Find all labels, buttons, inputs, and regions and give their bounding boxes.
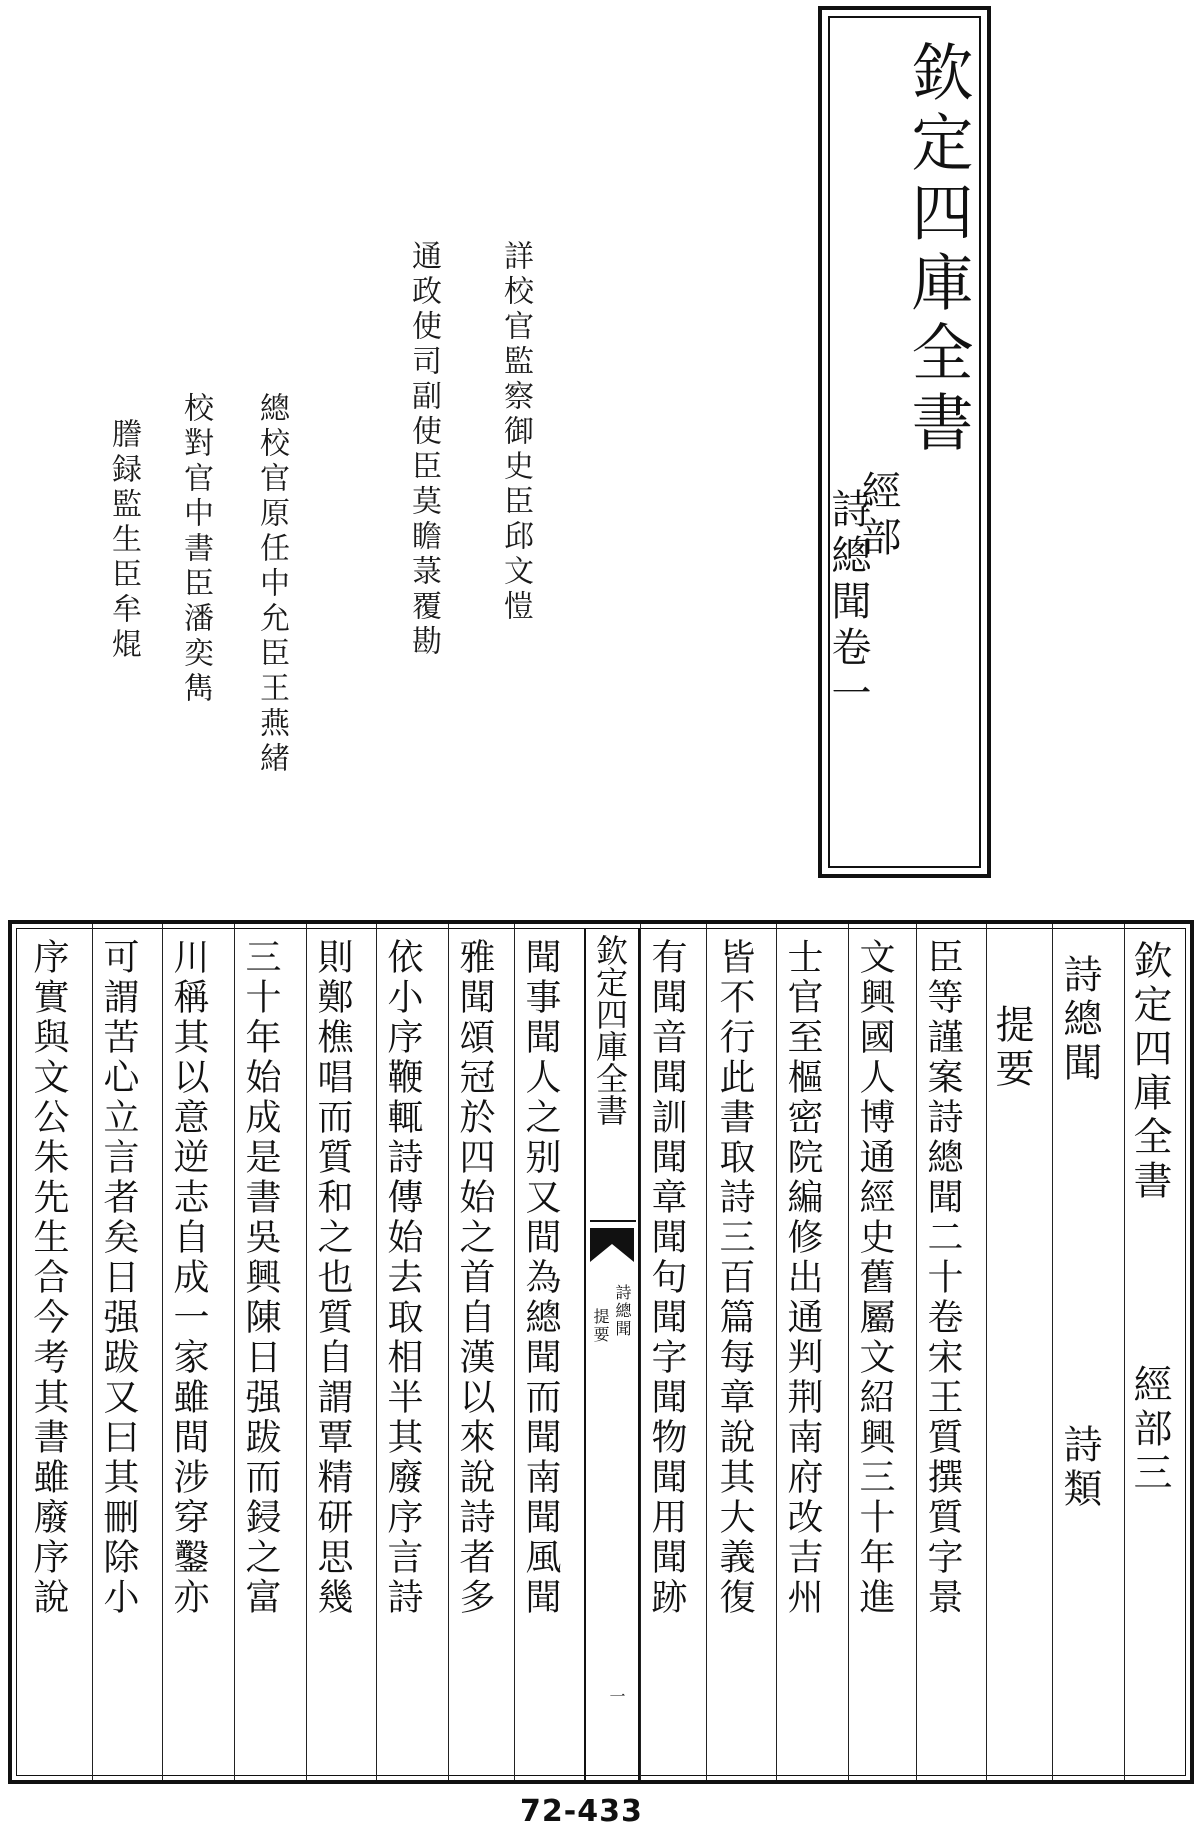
fish-tail-mark xyxy=(590,1228,634,1268)
main-title: 欽定四庫全書 xyxy=(901,40,974,460)
center-section-label: 提要 xyxy=(591,1308,610,1344)
tiyao-label: 提要 xyxy=(989,1004,1034,1092)
text-column: 雅聞頌冠於四始之首自漢以來說詩者多 xyxy=(454,938,495,1618)
fold-center-block xyxy=(584,928,640,1780)
section-label: 經部三 xyxy=(1127,1364,1172,1496)
volume-label: 詩總聞卷一 xyxy=(825,488,871,718)
page-number-footer: 72-433 xyxy=(520,1794,643,1829)
text-column: 序實與文公朱先生合今考其書雖廢序說 xyxy=(28,938,69,1618)
credit-line: 謄録監生臣牟焜 xyxy=(106,418,141,663)
center-title: 欽定四庫全書 xyxy=(591,934,629,1126)
text-column: 川稱其以意逆志自成一家雖間涉穿鑿亦 xyxy=(168,938,209,1618)
text-column: 有聞音聞訓聞章聞句聞字聞物聞用聞跡 xyxy=(646,938,687,1618)
credit-line: 總校官原任中允臣王燕緒 xyxy=(254,392,289,777)
center-book-title: 詩總聞 xyxy=(613,1284,632,1338)
credit-line: 校對官中書臣潘奕雋 xyxy=(178,392,213,707)
subsection-label: 詩類 xyxy=(1057,1424,1102,1512)
text-column: 文興國人博通經史舊屬文紹興三十年進 xyxy=(854,938,895,1618)
center-page-number: 一 xyxy=(607,1688,626,1704)
text-column: 皆不行此書取詩三百篇每章說其大義復 xyxy=(714,938,755,1618)
text-column: 可謂苦心立言者矣日强跋又曰其刪除小 xyxy=(98,938,139,1618)
text-column: 則鄭樵唱而質和之也質自謂覃精研思幾 xyxy=(312,938,353,1618)
text-column: 三十年始成是書吳興陳日强跋而鋟之富 xyxy=(240,938,281,1618)
manuscript-page xyxy=(8,920,1194,1784)
text-column: 依小序鞭輒詩傳始去取相半其廢序言詩 xyxy=(382,938,423,1618)
credit-line: 詳校官監察御史臣邱文愷 xyxy=(498,240,533,625)
book-title: 詩總聞 xyxy=(1057,954,1102,1086)
category-label: 經部 xyxy=(855,470,901,562)
credit-line: 通政使司副使臣莫瞻菉覆勘 xyxy=(406,240,441,660)
text-column: 士官至樞密院編修出通判荆南府改吉州 xyxy=(782,938,823,1618)
header-title: 欽定四庫全書 xyxy=(1127,940,1172,1204)
text-column: 臣等謹案詩總聞二十卷宋王質撰質字景 xyxy=(922,938,963,1618)
text-column: 聞事聞人之别又間為總聞而聞南聞風聞 xyxy=(520,938,561,1618)
title-frame xyxy=(818,6,991,878)
